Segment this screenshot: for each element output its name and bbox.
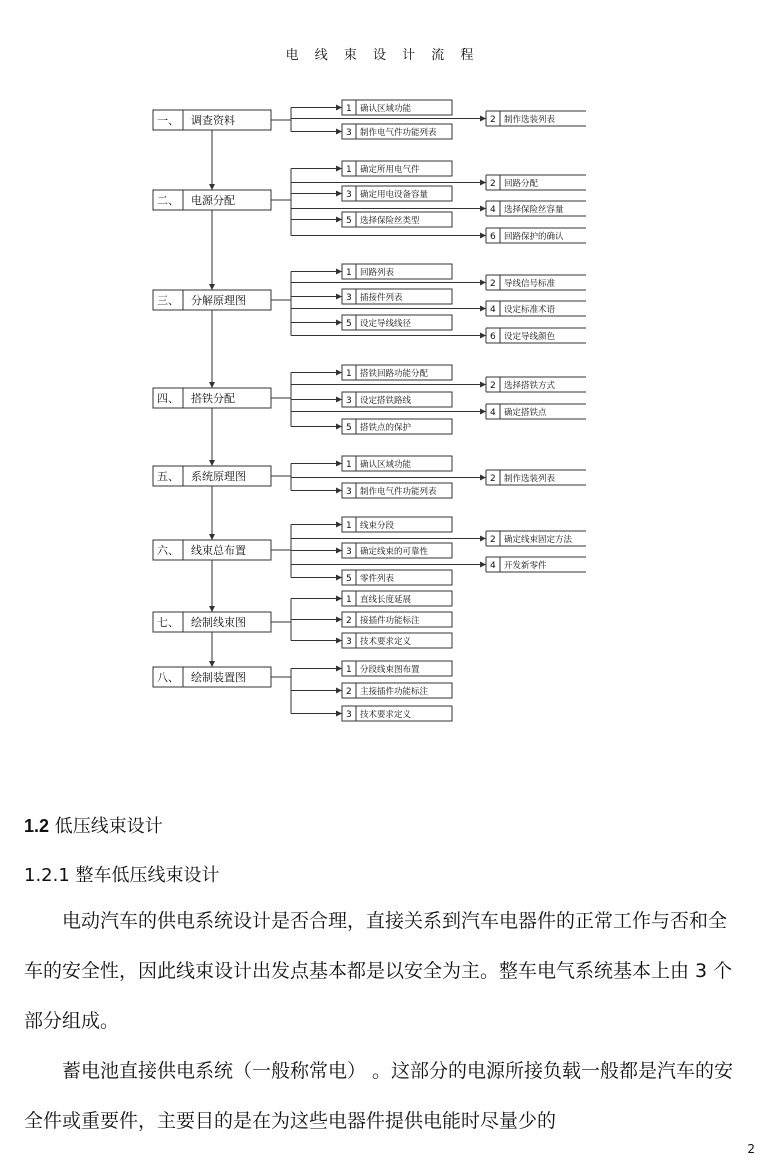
sub-number: 6 — [490, 232, 496, 242]
arrowhead — [480, 333, 486, 339]
sub-label: 确定用电设备容量 — [360, 190, 429, 200]
arrowhead — [209, 382, 215, 388]
sub-number: 1 — [346, 595, 352, 605]
arrowhead — [336, 488, 342, 494]
arrowhead — [209, 661, 215, 667]
sub-label: 直线长度延展 — [360, 595, 412, 605]
sub-label: 制作电气件功能列表 — [360, 128, 437, 138]
arrowhead — [480, 206, 486, 212]
stage-number: 四、 — [157, 392, 179, 405]
arrowhead — [336, 461, 342, 467]
sub-label: 回路保护的确认 — [504, 232, 564, 242]
arrowhead — [480, 382, 486, 388]
sub-label: 回路列表 — [360, 268, 395, 278]
sub-number: 4 — [490, 561, 496, 571]
arrowhead — [209, 284, 215, 290]
sub-label: 搭铁回路功能分配 — [360, 369, 429, 379]
arrowhead — [480, 409, 486, 415]
sub-number: 5 — [346, 216, 352, 226]
arrowhead — [336, 522, 342, 528]
arrowhead — [480, 180, 486, 186]
arrowhead — [336, 596, 342, 602]
arrowhead — [336, 191, 342, 197]
sub-number: 2 — [490, 381, 496, 391]
stage-label: 分解原理图 — [191, 294, 246, 307]
sub-label: 技术要求定义 — [360, 710, 412, 720]
stage-number: 二、 — [157, 194, 179, 207]
arrowhead — [336, 638, 342, 644]
sub-label: 开发新零件 — [504, 561, 547, 571]
stage-label: 搭铁分配 — [191, 392, 235, 405]
page-number: 2 — [747, 1142, 755, 1156]
stage-label: 绘制线束图 — [191, 616, 246, 629]
stage-number: 三、 — [157, 294, 179, 307]
sub-number: 3 — [346, 637, 352, 647]
stage-label: 调查资料 — [191, 114, 235, 127]
stage-label: 线束总布置 — [191, 544, 246, 557]
sub-label: 选择保险丝容量 — [504, 205, 564, 215]
sub-box — [342, 570, 452, 585]
sub-number: 1 — [346, 268, 352, 278]
arrowhead — [336, 294, 342, 300]
arrowhead — [336, 548, 342, 554]
stage-number: 八、 — [157, 671, 179, 684]
paragraph-2: 蓄电池直接供电系统（一般称常电） 。这部分的电源所接负载一般都是汽车的安全件或重要件，主要目的是在为这些电器件提供电能时尽量少的 — [24, 1060, 734, 1132]
arrowhead — [480, 306, 486, 312]
arrowhead — [480, 116, 486, 122]
stage-number: 六、 — [157, 544, 179, 557]
arrowhead — [336, 269, 342, 275]
stage-label: 绘制装置图 — [191, 671, 246, 684]
sub-label: 制作电气件功能列表 — [360, 487, 437, 497]
sub-number: 2 — [490, 179, 496, 189]
sub-label: 导线信号标准 — [504, 279, 556, 289]
sub-label: 确定搭铁点 — [504, 408, 547, 418]
arrowhead — [336, 666, 342, 672]
sub-number: 2 — [490, 115, 496, 125]
sub-number: 5 — [346, 319, 352, 329]
sub-number: 3 — [346, 710, 352, 720]
sub-label: 制作选装列表 — [504, 115, 556, 125]
sub-number: 4 — [490, 205, 496, 215]
sub-label: 分段线束图布置 — [360, 665, 420, 675]
sub-number: 2 — [346, 616, 352, 626]
sub-number: 5 — [346, 423, 352, 433]
arrowhead — [209, 460, 215, 466]
arrowhead — [336, 217, 342, 223]
stage-label: 电源分配 — [191, 194, 235, 207]
sub-label: 设定标准术语 — [504, 305, 556, 315]
arrowhead — [336, 424, 342, 430]
sub-label: 回路分配 — [504, 179, 539, 189]
arrowhead — [209, 184, 215, 190]
sub-label: 制作选装列表 — [504, 474, 556, 484]
sub-number: 2 — [346, 687, 352, 697]
paragraph-1: 电动汽车的供电系统设计是否合理，直接关系到汽车电器件的正常工作与否和全车的安全性，因此线束设计出发点基本都是以安全为主。整车电气系统基本上由 3 个部分组成。 — [24, 910, 733, 1032]
sub-number: 1 — [346, 665, 352, 675]
section-title: 低压线束设计 — [54, 816, 163, 837]
sub-label: 零件列表 — [360, 574, 395, 584]
sub-label: 选择搭铁方式 — [504, 381, 556, 391]
sub-box — [342, 264, 452, 279]
arrowhead — [336, 320, 342, 326]
subsection-heading: 1.2.1 整车低压线束设计 — [24, 865, 220, 886]
sub-box — [342, 517, 452, 532]
stage-number: 七、 — [157, 616, 179, 629]
sub-number: 1 — [346, 460, 352, 470]
arrowhead — [336, 617, 342, 623]
arrowhead — [480, 280, 486, 286]
arrowhead — [336, 711, 342, 717]
sub-label: 确认区域功能 — [360, 460, 412, 470]
sub-number: 4 — [490, 408, 496, 418]
arrowhead — [336, 397, 342, 403]
stage-number: 五、 — [157, 470, 179, 483]
sub-label: 设定导线线径 — [360, 319, 412, 329]
sub-label: 设定导线颜色 — [504, 332, 556, 342]
arrowhead — [480, 475, 486, 481]
sub-number: 2 — [490, 535, 496, 545]
sub-number: 3 — [346, 190, 352, 200]
sub-label: 确定所用电气件 — [360, 165, 420, 175]
arrowhead — [336, 575, 342, 581]
arrowhead — [209, 534, 215, 540]
sub-number: 3 — [346, 293, 352, 303]
arrowhead — [209, 606, 215, 612]
sub-label: 设定搭铁路线 — [360, 396, 412, 406]
arrowhead — [480, 233, 486, 239]
sub-number: 3 — [346, 128, 352, 138]
sub-number: 2 — [490, 474, 496, 484]
arrowhead — [336, 166, 342, 172]
sub-label: 接插件功能标注 — [360, 616, 420, 626]
sub-number: 5 — [346, 574, 352, 584]
sub-label: 确定线束的可靠性 — [360, 547, 429, 557]
sub-label: 搭铁点的保护 — [360, 423, 412, 433]
sub-number: 1 — [346, 104, 352, 114]
sub-number: 1 — [346, 521, 352, 531]
arrowhead — [480, 536, 486, 542]
sub-number: 2 — [490, 279, 496, 289]
arrowhead — [480, 562, 486, 568]
sub-number: 1 — [346, 369, 352, 379]
sub-number: 3 — [346, 487, 352, 497]
sub-number: 3 — [346, 547, 352, 557]
sub-label: 确定线束固定方法 — [504, 535, 573, 545]
sub-number: 3 — [346, 396, 352, 406]
sub-label: 插接件列表 — [360, 293, 403, 303]
arrowhead — [336, 370, 342, 376]
page-title: 电 线 束 设 计 流 程 — [285, 48, 480, 63]
stage-label: 系统原理图 — [191, 470, 246, 483]
sub-number: 6 — [490, 332, 496, 342]
arrowhead — [336, 105, 342, 111]
section-heading — [24, 812, 163, 838]
sub-label: 技术要求定义 — [360, 637, 412, 647]
sub-number: 4 — [490, 305, 496, 315]
sub-label: 选择保险丝类型 — [360, 216, 420, 226]
sub-label: 确认区域功能 — [360, 104, 412, 114]
sub-number: 1 — [346, 165, 352, 175]
sub-label: 主接插件功能标注 — [360, 687, 429, 697]
arrowhead — [336, 129, 342, 135]
stage-number: 一、 — [157, 114, 179, 127]
section-number: 1.2 — [24, 816, 50, 836]
sub-label: 线束分段 — [360, 521, 395, 531]
arrowhead — [336, 688, 342, 694]
